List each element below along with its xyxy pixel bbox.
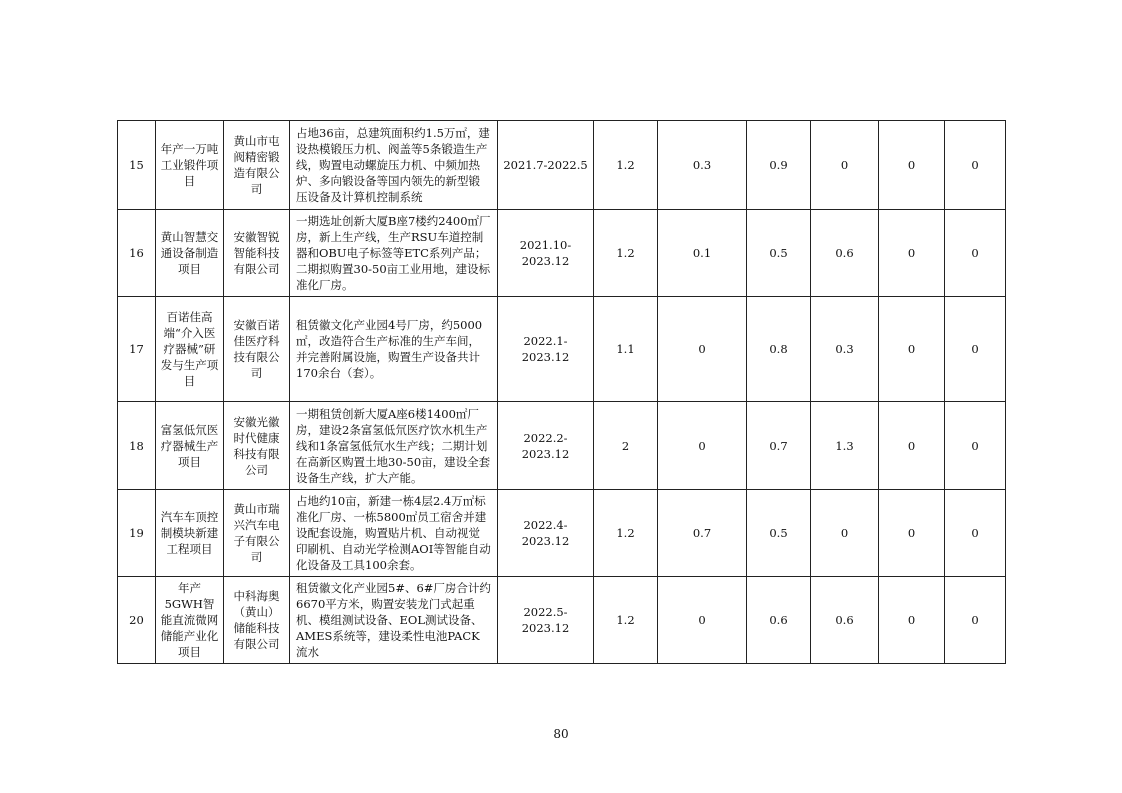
value-cell: 0 [658, 402, 747, 490]
company-name: 中科海奥（黄山）储能科技有限公司 [224, 577, 290, 664]
value-cell: 0.6 [747, 577, 811, 664]
row-number: 19 [118, 490, 156, 577]
value-cell: 1.3 [811, 402, 879, 490]
company-name: 安徽百诺佳医疗科技有限公司 [224, 297, 290, 402]
value-cell: 0 [811, 121, 879, 210]
table-row [118, 210, 1006, 297]
company-name: 黄山市屯阀精密锻造有限公司 [224, 121, 290, 210]
project-content: 一期租赁创新大厦A座6楼1400㎡厂房，建设2条富氢低氘医疗饮水机生产线和1条富氢低氘水生产线；二期计划在高新区购置土地30-50亩，建设全套设备生产线，扩大产能。 [290, 402, 498, 490]
project-content: 租赁徽文化产业园4号厂房，约5000㎡，改造符合生产标准的生产车间，并完善附属设施，购置生产设备共计170余台（套）。 [290, 297, 498, 402]
value-cell: 0 [879, 490, 945, 577]
value-cell: 0 [945, 402, 1006, 490]
row-number: 15 [118, 121, 156, 210]
value-cell: 0.8 [747, 297, 811, 402]
value-cell: 0 [945, 210, 1006, 297]
construction-period: 2022.2-2023.12 [498, 402, 594, 490]
construction-period: 2022.5-2023.12 [498, 577, 594, 664]
value-cell: 0 [945, 121, 1006, 210]
row-number: 18 [118, 402, 156, 490]
value-cell: 0.5 [747, 490, 811, 577]
project-name: 富氢低氘医疗器械生产项目 [156, 402, 224, 490]
table-row [118, 297, 1006, 402]
row-number: 17 [118, 297, 156, 402]
project-name: 年产5GWH智能直流微网储能产业化项目 [156, 577, 224, 664]
project-name: 黄山智慧交通设备制造项目 [156, 210, 224, 297]
project-name: 汽车车顶控制模块新建工程项目 [156, 490, 224, 577]
value-cell: 0 [879, 577, 945, 664]
value-cell: 0 [945, 297, 1006, 402]
company-name: 安徽光徽时代健康科技有限公司 [224, 402, 290, 490]
project-content: 占地36亩，总建筑面积约1.5万㎡，建设热模锻压力机、阀盖等5条锻造生产线，购置电动螺旋压力机、中频加热炉、多向锻设备等国内领先的新型锻压设备及计算机控制系统 [290, 121, 498, 210]
value-cell: 0 [945, 577, 1006, 664]
value-cell: 0 [879, 297, 945, 402]
construction-period: 2021.7-2022.5 [498, 121, 594, 210]
value-cell: 0.3 [658, 121, 747, 210]
construction-period: 2022.1-2023.12 [498, 297, 594, 402]
value-cell: 0.7 [658, 490, 747, 577]
table-row [118, 577, 1006, 664]
construction-period: 2021.10-2023.12 [498, 210, 594, 297]
value-cell: 1.1 [594, 297, 658, 402]
value-cell: 0 [945, 490, 1006, 577]
row-number: 20 [118, 577, 156, 664]
company-name: 安徽智锐智能科技有限公司 [224, 210, 290, 297]
value-cell: 0.6 [811, 210, 879, 297]
value-cell: 0 [658, 297, 747, 402]
project-content: 占地约10亩，新建一栋4层2.4万㎡标准化厂房、一栋5800㎡员工宿舍并建设配套设施，购置贴片机、自动视觉印刷机、自动光学检测AOI等智能自动化设备及工具100余套。 [290, 490, 498, 577]
value-cell: 1.2 [594, 577, 658, 664]
value-cell: 0.9 [747, 121, 811, 210]
construction-period: 2022.4-2023.12 [498, 490, 594, 577]
value-cell: 0 [658, 577, 747, 664]
value-cell: 1.2 [594, 121, 658, 210]
page-number: 80 [553, 727, 569, 741]
value-cell: 0 [811, 490, 879, 577]
value-cell: 0.6 [811, 577, 879, 664]
project-content: 租赁徽文化产业园5#、6#厂房合计约6670平方米，购置安装龙门式起重机、模组测试设备、EOL测试设备、AMES系统等，建设柔性电池PACK流水 [290, 577, 498, 664]
project-table [117, 120, 1006, 664]
value-cell: 0.1 [658, 210, 747, 297]
value-cell: 1.2 [594, 490, 658, 577]
value-cell: 2 [594, 402, 658, 490]
table-row [118, 402, 1006, 490]
project-content: 一期选址创新大厦B座7楼约2400㎡厂房，新上生产线，生产RSU车道控制器和OBU电子标签等ETC系列产品；二期拟购置30-50亩工业用地，建设标准化厂房。 [290, 210, 498, 297]
row-number: 16 [118, 210, 156, 297]
value-cell: 0 [879, 210, 945, 297]
value-cell: 0.5 [747, 210, 811, 297]
value-cell: 0 [879, 121, 945, 210]
value-cell: 0 [879, 402, 945, 490]
company-name: 黄山市瑞兴汽车电子有限公司 [224, 490, 290, 577]
value-cell: 0.3 [811, 297, 879, 402]
value-cell: 0.7 [747, 402, 811, 490]
value-cell: 1.2 [594, 210, 658, 297]
project-name: 年产一万吨工业锻件项目 [156, 121, 224, 210]
project-name: 百诺佳高端“介入医疗器械”研发与生产项目 [156, 297, 224, 402]
table-row [118, 121, 1006, 210]
table-row [118, 490, 1006, 577]
